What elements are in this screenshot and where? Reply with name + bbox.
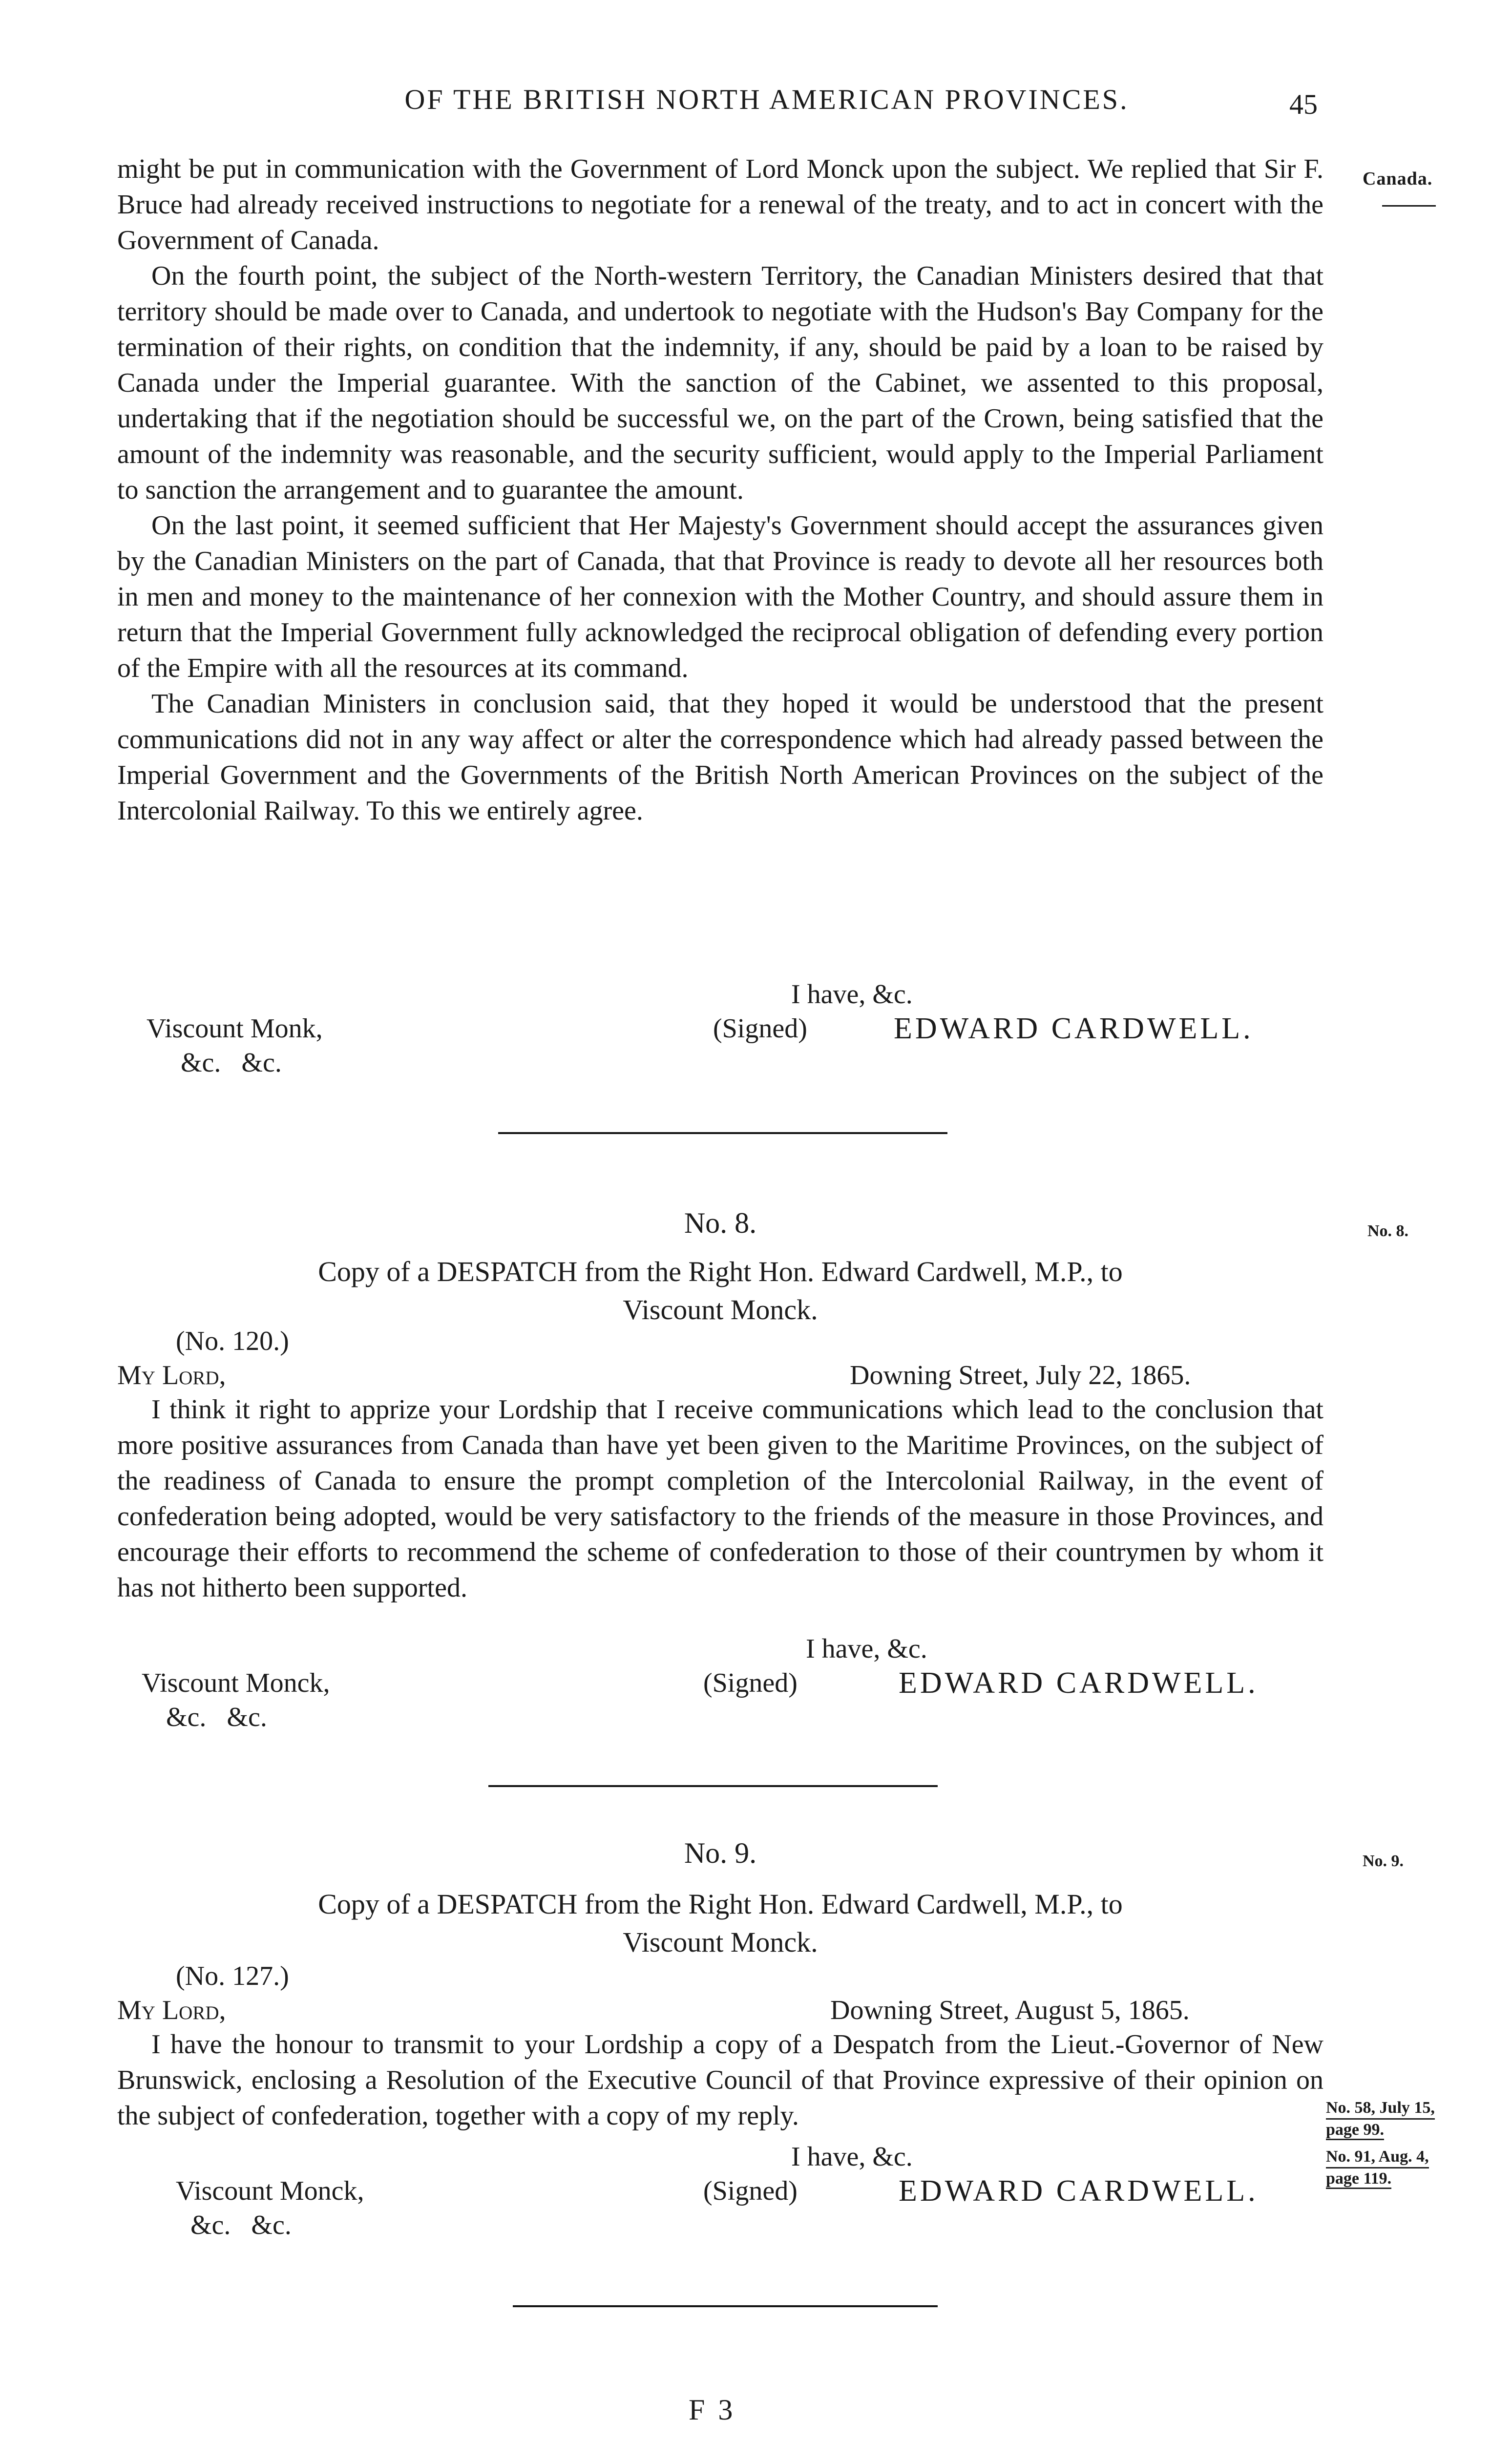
margin-dash [1382, 205, 1436, 207]
margin-reference-line: page 119. [1326, 2169, 1391, 2189]
running-title: OF THE BRITISH NORTH AMERICAN PROVINCES. [404, 84, 1129, 115]
margin-reference-2 [1326, 2147, 1472, 2189]
addressee: Viscount Monck, [176, 2176, 364, 2206]
despatch-title-line: Viscount Monck. [623, 1294, 818, 1326]
salutation: My Lord, [117, 1360, 226, 1390]
addressee: Viscount Monck, [142, 1668, 330, 1698]
paragraph: I have the honour to transmit to your Lordship a copy of a Despatch from the Lieut.-Governor of New Brunswick, enclosing a Resolution of the Executive Council of that Province expressive of their opinion on the subject of confederation, together with a copy of my reply. [117, 2029, 1323, 2131]
section-rule [488, 1785, 938, 1787]
margin-canada: Canada. [1363, 168, 1433, 189]
paragraph: The Canadian Ministers in conclusion said, that they hoped it would be understood that the present communications did not in any way affect or alter the correspondence which had already passed between the Imperial Government and the Governments of the British North American Provinces on the subject of the Intercolonial Railway. To this we entirely agree. [117, 689, 1323, 826]
place-date: Downing Street, August 5, 1865. [830, 1995, 1190, 2025]
signatory: EDWARD CARDWELL. [899, 2174, 1259, 2208]
section-rule [513, 2305, 938, 2307]
page-number: 45 [1289, 88, 1318, 120]
despatch-title [117, 1253, 1323, 1329]
closing: I have, &c. [806, 1634, 927, 1664]
margin-reference-line: page 99. [1326, 2121, 1384, 2140]
addressee: Viscount Monk, [147, 1013, 323, 1044]
margin-reference-1 [1326, 2098, 1472, 2140]
despatch-9-body [117, 2027, 1323, 2134]
paragraph: On the last point, it seemed sufficient that Her Majesty's Government should accept the assurances given by the Canadian Ministers on the part of Canada, that that Province is ready to devote all her resources both in men and money to the maintenance of her connexion with the Mother Country, and should assure them in return that the Imperial Government fully acknowledged the reciprocal obligation of defending every portion of the Empire with all the resources at its command. [117, 510, 1323, 683]
signed-label: (Signed) [713, 1013, 807, 1044]
paragraph: On the fourth point, the subject of the North-western Territory, the Canadian Ministers desired that that territory should be made over to Canada, and undertook to negotiate with the Hudson's Bay Company for the termination of their rights, on condition that the indemnity, if any, should be paid by a loan to be raised by Canada under the Imperial guarantee. With the sanction of the Cabinet, we assented to this proposal, undertaking that if the negotiation should be successful we, on the part of the Crown, being satisfied that the amount of the indemnity was reasonable, and the security sufficient, would apply to the Imperial Parliament to sanction the arrangement and to guarantee the amount. [117, 261, 1323, 505]
signed-label: (Signed) [703, 2176, 798, 2206]
place-date: Downing Street, July 22, 1865. [850, 1360, 1191, 1390]
closing: I have, &c. [791, 979, 913, 1010]
printer-signature-mark: F 3 [689, 2394, 736, 2426]
closing: I have, &c. [791, 2142, 913, 2172]
salutation: My Lord, [117, 1995, 226, 2025]
despatch-title [117, 1885, 1323, 1961]
despatch-7-body [117, 151, 1323, 829]
addressee-etc: &c. &c. [166, 1702, 267, 1732]
despatch-title-line: Copy of a DESPATCH from the Right Hon. Edward Cardwell, M.P., to [318, 1888, 1123, 1920]
margin-reference-line: No. 91, Aug. 4, [1326, 2147, 1429, 2168]
despatch-ref: (No. 120.) [176, 1326, 289, 1356]
section-rule [498, 1132, 947, 1134]
paragraph: might be put in communication with the Government of Lord Monck upon the subject. We replied that Sir F. Bruce had already received instructions to negotiate for a renewal of the treaty, and to act in concert with the Government of Canada. [117, 154, 1323, 255]
signatory: EDWARD CARDWELL. [899, 1666, 1259, 1700]
despatch-ref: (No. 127.) [176, 1961, 289, 1991]
signatory: EDWARD CARDWELL. [894, 1012, 1254, 1045]
paragraph: I think it right to apprize your Lordship that I receive communications which lead to the conclusion that more positive assurances from Canada than have yet been given to the Maritime Provinces, on the subject of the readiness of Canada to ensure the prompt completion of the Intercolonial Railway, in the event of confederation being adopted, would be very satisfactory to the friends of the measure in those Provinces, and encourage their efforts to recommend the scheme of confederation to those of their countrymen by whom it has not hitherto been supported. [117, 1394, 1323, 1603]
margin-no9: No. 9. [1363, 1852, 1404, 1870]
addressee-etc: &c. &c. [181, 1048, 282, 1078]
despatch-title-line: Viscount Monck. [623, 1926, 818, 1958]
margin-reference-line: No. 58, July 15, [1326, 2098, 1435, 2120]
despatch-8-body [117, 1392, 1323, 1606]
despatch-number: No. 9. [684, 1837, 757, 1869]
despatch-number: No. 8. [684, 1207, 757, 1239]
signed-label: (Signed) [703, 1668, 798, 1698]
margin-no8: No. 8. [1367, 1222, 1409, 1240]
despatch-title-line: Copy of a DESPATCH from the Right Hon. Edward Cardwell, M.P., to [318, 1256, 1123, 1287]
addressee-etc: &c. &c. [190, 2210, 292, 2240]
